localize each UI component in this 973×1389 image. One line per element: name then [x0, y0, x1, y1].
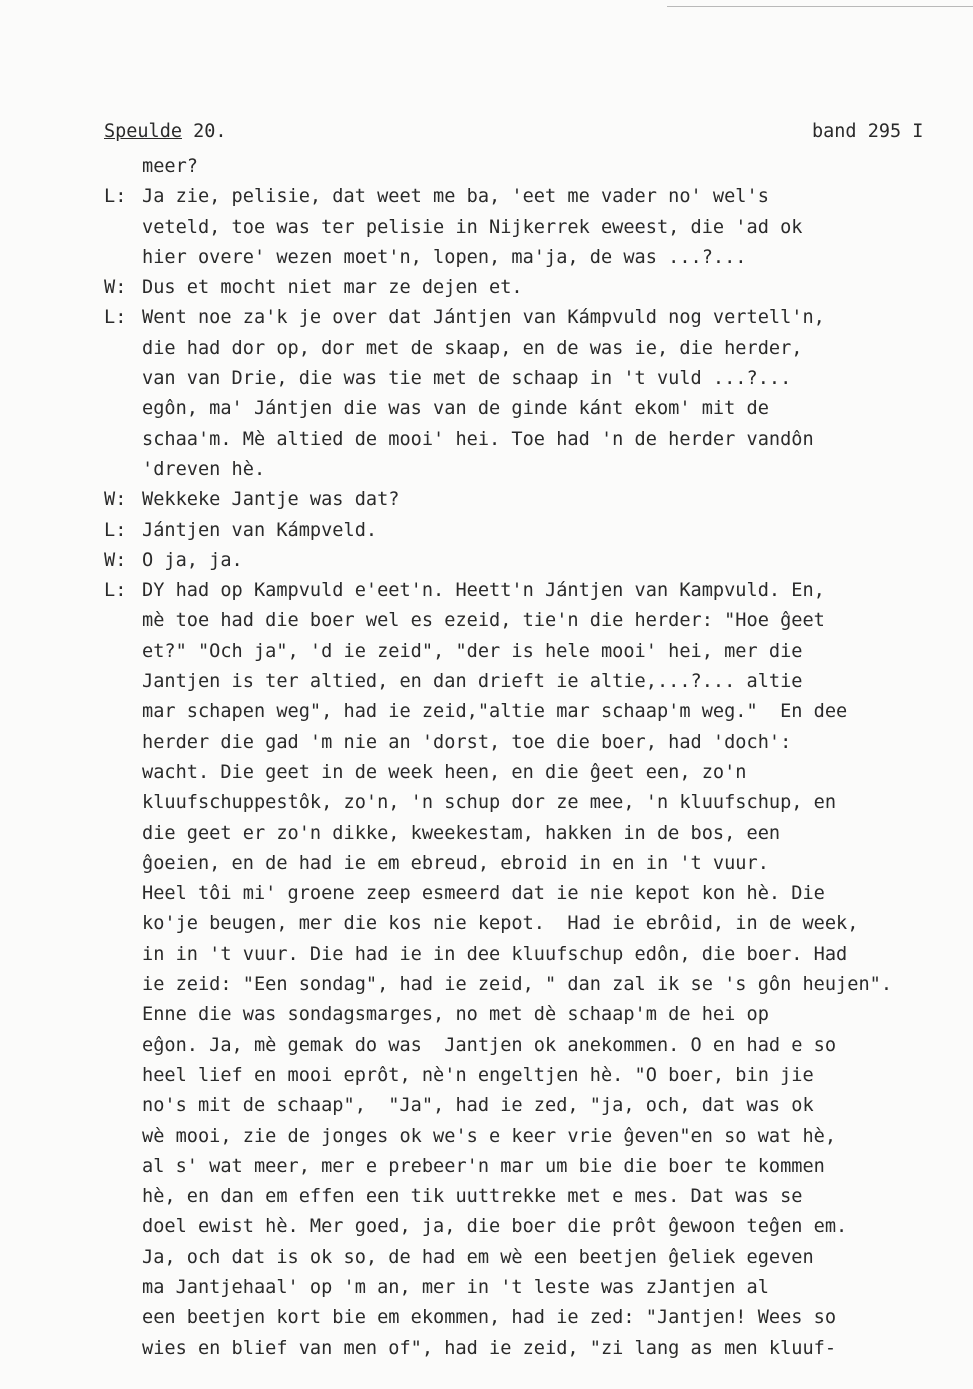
line-text: heel lief en mooi eprôt, nè'n engeltjen hè. "O boer, bin jie	[142, 1064, 814, 1086]
speaker-label: W:	[104, 489, 127, 511]
transcript-line	[104, 970, 964, 1000]
line-text: Ja, och dat is ok so, de had em wè een beetjen ĝeliek egeven	[142, 1246, 814, 1268]
line-text: mar schapen weg", had ie zeid,"altie mar schaap'm weg." En dee	[142, 701, 848, 723]
transcript-line	[104, 394, 964, 424]
transcript-line	[104, 879, 964, 909]
line-text: Jantjen is ter altied, en dan drieft ie altie,...?... altie	[142, 671, 803, 693]
line-text: Heel tôi mi' groene zeep esmeerd dat ie nie kepot kon hè. Die	[142, 883, 825, 905]
transcript-line	[104, 303, 964, 333]
line-text: DY had op Kampvuld e'eet'n. Heett'n Jántjen van Kampvuld. En,	[142, 580, 825, 602]
transcript-line	[104, 213, 964, 243]
transcript-line	[104, 425, 964, 455]
transcript-line	[104, 576, 964, 606]
line-text: een beetjen kort bie em ekommen, had ie zed: "Jantjen! Wees so	[142, 1307, 837, 1329]
transcript-line	[104, 516, 964, 546]
transcript-line	[104, 788, 964, 818]
line-text: kluufschuppestôk, zo'n, 'n schup dor ze mee, 'n kluufschup, en	[142, 792, 837, 814]
top-rule	[667, 6, 973, 7]
transcript-line	[104, 1212, 964, 1242]
speaker-label: L:	[104, 186, 127, 208]
speaker-label: L:	[104, 519, 127, 541]
transcript-line	[104, 273, 964, 303]
line-text: ko'je beugen, mer die kos nie kepot. Had ie ebrôid, in de week,	[142, 913, 859, 935]
transcript-line	[104, 909, 964, 939]
transcript-line	[104, 1031, 964, 1061]
line-text: wè mooi, zie de jonges ok we's e keer vrie ĝeven"en so wat hè,	[142, 1125, 837, 1147]
transcript-line	[104, 758, 964, 788]
line-text: O ja, ja.	[142, 549, 243, 571]
transcript-line	[104, 606, 964, 636]
speaker-label: W:	[104, 277, 127, 299]
transcript-line	[104, 182, 964, 212]
line-text: et?" "Och ja", 'd ie zeid", "der is hele mooi' hei, mer die	[142, 640, 803, 662]
transcript-line	[104, 1000, 964, 1030]
header-place-name: Speulde	[104, 121, 182, 142]
speaker-label: W:	[104, 549, 127, 571]
transcript-line	[104, 485, 964, 515]
line-text: eĝon. Ja, mè gemak do was Jantjen ok anekommen. O en had e so	[142, 1034, 837, 1056]
line-text: veteld, toe was ter pelisie in Nijkerrek eweest, die 'ad ok	[142, 216, 803, 238]
line-text: in in 't vuur. Die had ie in dee kluufschup edôn, die boer. Had	[142, 943, 848, 965]
transcript-line	[104, 697, 964, 727]
transcript-line	[104, 1303, 964, 1333]
transcript-line	[104, 1243, 964, 1273]
line-text: Wekkeke Jantje was dat?	[142, 489, 400, 511]
line-text: wacht. Die geet in de week heen, en die ĝeet een, zo'n	[142, 761, 747, 783]
line-text: die geet er zo'n dikke, kweekestam, hakken in de bos, een	[142, 822, 781, 844]
transcript-line	[104, 334, 964, 364]
line-text: ie zeid: "Een sondag", had ie zeid, " dan zal ik se 's gôn heujen".	[142, 974, 893, 996]
line-text: doel ewist hè. Mer goed, ja, die boer die prôt ĝewoon teĝen em.	[142, 1216, 848, 1238]
transcript-line	[104, 1091, 964, 1121]
header-tape-ref: band 295 I	[812, 121, 924, 142]
speaker-label: L:	[104, 580, 127, 602]
transcript-line	[104, 637, 964, 667]
transcript-line	[104, 819, 964, 849]
line-text: Jántjen van Kámpveld.	[142, 519, 378, 541]
line-text: hè, en dan em effen een tik uuttrekke met e mes. Dat was se	[142, 1186, 803, 1208]
line-text: Went noe za'k je over dat Jántjen van Kámpvuld nog vertell'n,	[142, 307, 825, 329]
line-text: Enne die was sondagsmarges, no met dè schaap'm de hei op	[142, 1004, 769, 1026]
transcript-line	[104, 546, 964, 576]
transcript-line	[104, 455, 964, 485]
line-text: egôn, ma' Jántjen die was van de ginde kánt ekom' mit de	[142, 398, 769, 420]
line-text: Ja zie, pelisie, dat weet me ba, 'eet me vader no' wel's	[142, 186, 769, 208]
line-text: al s' wat meer, mer e prebeer'n mar um bie die boer te kommen	[142, 1155, 825, 1177]
header-place-number: 20.	[181, 121, 227, 142]
transcript-line	[104, 940, 964, 970]
line-text: herder die gad 'm nie an 'dorst, toe die boer, had 'doch':	[142, 731, 792, 753]
line-text: meer?	[142, 156, 198, 177]
line-text: ma Jantjehaal' op 'm an, mer in 't leste was zJantjen al	[142, 1276, 769, 1298]
line-text: die had dor op, dor met de skaap, en de was ie, die herder,	[142, 337, 803, 359]
transcript-line	[104, 667, 964, 697]
line-text: 'dreven hè.	[142, 458, 266, 480]
line-text: hier overe' wezen moet'n, lopen, ma'ja, de was ...?...	[142, 246, 747, 268]
transcript-line	[104, 1334, 964, 1364]
line-text: van van Drie, die was tie met de schaap in 't vuld ...?...	[142, 368, 792, 390]
line-text: mè toe had die boer wel es ezeid, tie'n die herder: "Hoe ĝeet	[142, 610, 825, 632]
header-place	[104, 121, 227, 142]
line-text: Dus et mocht niet mar ze dejen et.	[142, 277, 523, 299]
transcript-line	[104, 1122, 964, 1152]
transcript-line	[104, 243, 964, 273]
speaker-label: L:	[104, 307, 127, 329]
line-text: ĝoeien, en de had ie em ebreud, ebroid in en in 't vuur.	[142, 852, 769, 874]
line-text: schaa'm. Mè altied de mooi' hei. Toe had 'n de herder vandôn	[142, 428, 814, 450]
transcript-line	[104, 1182, 964, 1212]
transcript-line	[104, 1061, 964, 1091]
transcript-body	[104, 152, 964, 1364]
transcript-line	[104, 849, 964, 879]
transcript-line	[104, 1152, 964, 1182]
transcript-line	[104, 1273, 964, 1303]
transcript-line	[104, 364, 964, 394]
transcript-line	[104, 152, 964, 182]
line-text: no's mit de schaap", "Ja", had ie zed, "ja, och, dat was ok	[142, 1095, 814, 1117]
line-text: wies en blief van men of", had ie zeid, "zi lang as men kluuf-	[142, 1337, 837, 1359]
transcript-line	[104, 728, 964, 758]
